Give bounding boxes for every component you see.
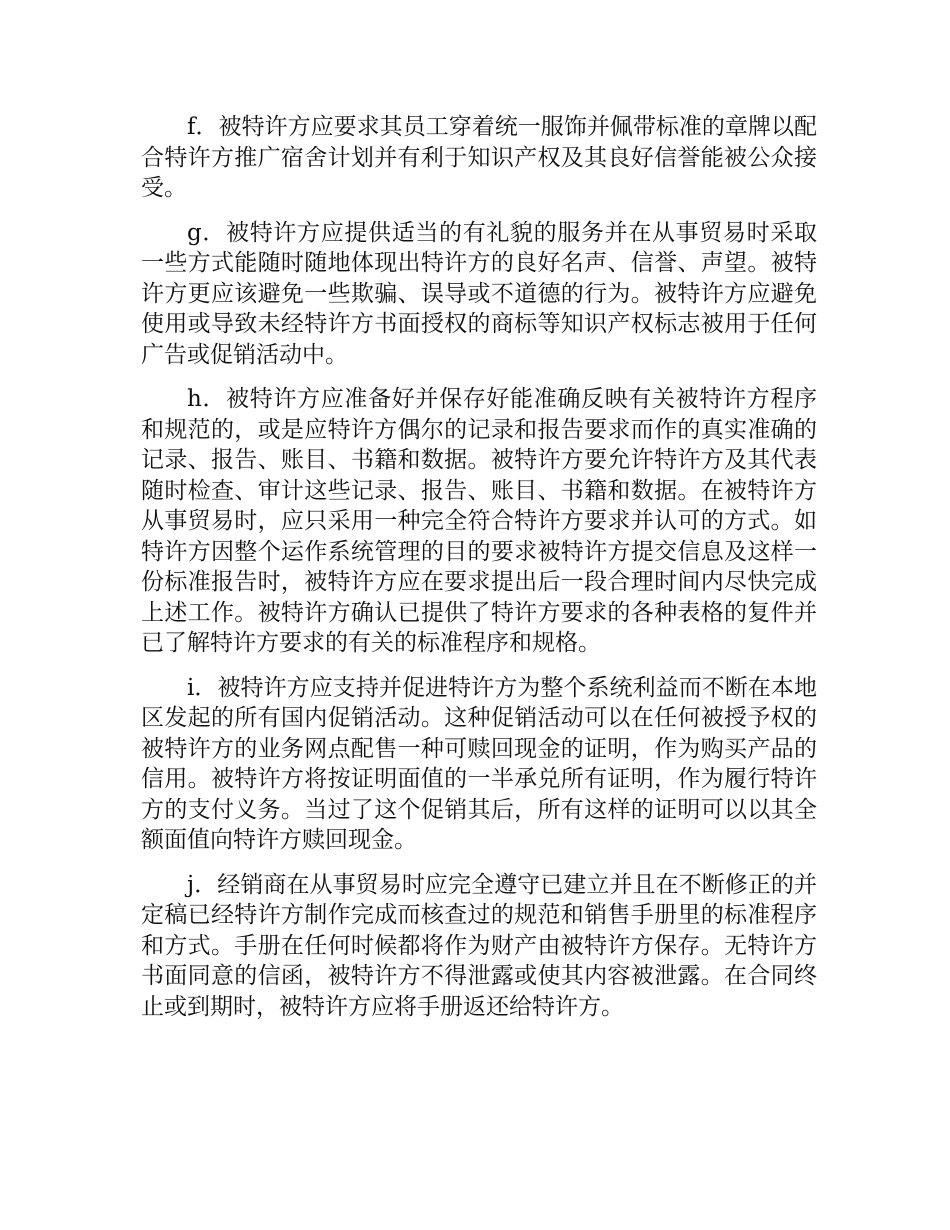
clause-i-paragraph: i．被特许方应支持并促进特许方为整个系统利益而不断在本地区发起的所有国内促销活动。这种促销活动可以在任何被授予权的被特许方的业务网点配售一种可赎回现金的证明，作为购买产品的信用。被特许方将按证明面值的一半承兑所有证明，作为履行特许方的支付义务。当过了这个促销其后，所有这样的证明可以以其全额面值向特许方赎回现金。 bbox=[141, 674, 817, 853]
clause-f-paragraph: f．被特许方应要求其员工穿着统一服饰并佩带标准的章牌以配合特许方推广宿舍计划并有利于知识产权及其良好信誉能被公众接受。 bbox=[141, 114, 817, 201]
clause-j-paragraph: j．经销商在从事贸易时应完全遵守已建立并且在不断修正的并定稿已经特许方制作完成而核查过的规范和销售手册里的标准程序和方式。手册在任何时候都将作为财产由被特许方保存。无特许方书面同意的信函，被特许方不得泄露或使其内容被泄露。在合同终止或到期时，被特许方应将手册返还给特许方。 bbox=[141, 871, 817, 1020]
document-page bbox=[141, 112, 817, 1036]
clause-g-paragraph: g．被特许方应提供适当的有礼貌的服务并在从事贸易时采取一些方式能随时随地体现出特许方的良好名声、信誉、声望。被特许方更应该避免一些欺骗、误导或不道德的行为。被特许方应避免使用或导致未经特许方书面授权的商标等知识产权标志被用于任何广告或促销活动中。 bbox=[141, 219, 817, 368]
clause-h-paragraph: h．被特许方应准备好并保存好能准确反映有关被特许方程序和规范的，或是应特许方偶尔的记录和报告要求而作的真实准确的记录、报告、账目、书籍和数据。被特许方要允许特许方及其代表随时检查、审计这些记录、报告、账目、书籍和数据。在被特许方从事贸易时，应只采用一种完全符合特许方要求并认可的方式。如特许方因整个运作系统管理的目的要求被特许方提交信息及这样一份标准报告时，被特许方应在要求提出后一段合理时间内尽快完成上述工作。被特许方确认已提供了特许方要求的各种表格的复件并已了解特许方要求的有关的标准程序和规格。 bbox=[141, 386, 817, 656]
